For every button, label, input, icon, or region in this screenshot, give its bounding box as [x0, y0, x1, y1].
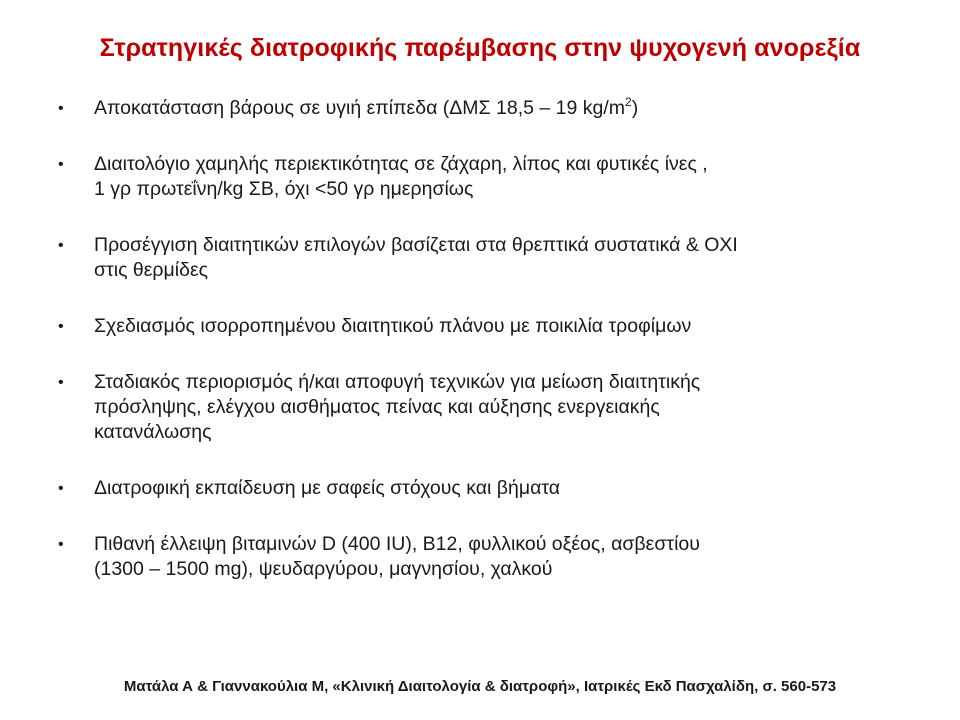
bullet-line: (1300 – 1500 mg), ψευδαργύρου, μαγνησίου, χαλκού: [94, 558, 553, 580]
citation-footer: Ματάλα Α & Γιαννακούλια Μ, «Κλινική Διαιτολογία & διατροφή», Ιατρικές Εκδ Πασχαλίδη, σ. 560-573: [123, 678, 837, 695]
bullet-line: Προσέγγιση διαιτητικών επιλογών βασίζεται στα θρεπτικά συστατικά & ΟΧΙ: [94, 234, 738, 256]
bullet-list: [58, 96, 918, 582]
bullet-icon: •: [58, 100, 64, 117]
bullet-item-gradual-restriction: [58, 370, 918, 445]
bullet-text: [94, 96, 918, 121]
bullet-line: Σταδιακός περιορισμός ή/και αποφυγή τεχνικών για μείωση διαιτητικής: [94, 371, 701, 393]
bullet-icon: •: [58, 318, 64, 335]
bullet-line: Σχεδιασμός ισορροπημένου διαιτητικού πλάνου με ποικιλία τροφίμων: [94, 315, 692, 337]
bullet-icon: •: [58, 536, 64, 553]
bullet-line: Διαιτολόγιο χαμηλής περιεκτικότητας σε ζάχαρη, λίπος και φυτικές ίνες ,: [94, 153, 708, 175]
bullet-icon: •: [58, 374, 64, 391]
superscript-2: 2: [625, 94, 632, 109]
slide-title: Στρατηγικές διατροφικής παρέμβασης στην ψυχογενή ανορεξία: [99, 34, 861, 62]
bullet-item-nutrition-education: [58, 476, 918, 501]
bullet-item-weight-restoration: [58, 96, 918, 121]
bullet-line: στις θερμίδες: [94, 259, 209, 281]
bullet-item-nutrient-approach: [58, 233, 918, 283]
bullet-icon: •: [58, 237, 64, 254]
bullet-icon: •: [58, 480, 64, 497]
bullet-item-balanced-plan: [58, 314, 918, 339]
bullet-line: κατανάλωσης: [94, 421, 212, 443]
bullet-text-end: ): [631, 97, 639, 119]
bullet-text-main: Αποκατάσταση βάρους σε υγιή επίπεδα (ΔΜΣ 18,5 – 19 kg/m: [94, 97, 626, 119]
bullet-item-deficiencies: [58, 532, 918, 582]
bullet-line: πρόσληψης, ελέγχου αισθήματος πείνας και αύξησης ενεργειακής: [94, 396, 660, 418]
bullet-line: Πιθανή έλλειψη βιταμινών D (400 IU), B12, φυλλικού οξέος, ασβεστίου: [94, 533, 700, 555]
bullet-line: Διατροφική εκπαίδευση με σαφείς στόχους και βήματα: [94, 477, 561, 499]
bullet-icon: •: [58, 156, 64, 173]
bullet-item-diet-composition: [58, 152, 918, 202]
bullet-line: 1 γρ πρωτεΐνη/kg ΣΒ, όχι <50 γρ ημερησίως: [94, 178, 474, 200]
